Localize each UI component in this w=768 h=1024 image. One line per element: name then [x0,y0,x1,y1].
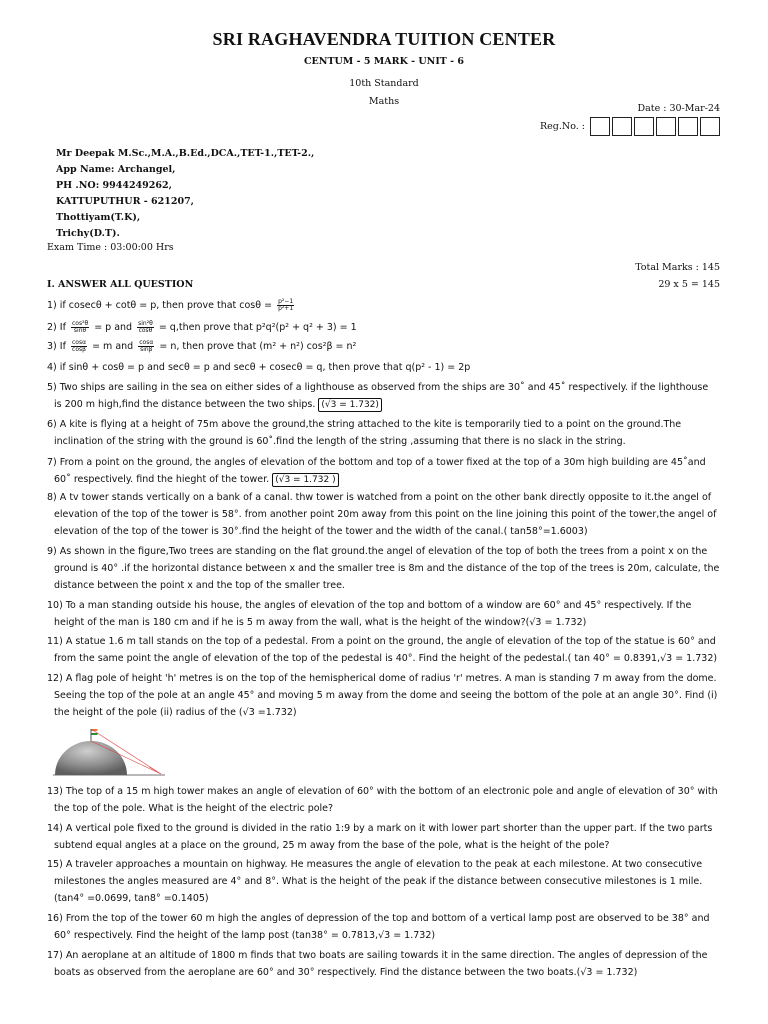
reg-box[interactable] [700,117,720,136]
question-5: 5) Two ships are sailing in the sea on either sides of a lighthouse as observed from the ships are 30˚ and 45˚ respectively. if the lighthouse is 200 m high,find the distance between the two ships. (√3 = 1.732) [47,382,709,410]
question-14: 14) A vertical pole fixed to the ground is divided in the ratio 1:9 by a mark on it with lower part shorter than the upper part. If the two parts subtend equal angles at a place on the ground, 25 m away from the base of the pole, what is the height of the pole? [47,823,713,851]
question-17: 17) An aeroplane at an altitude of 1800 m finds that two boats are sailing towards it in the same direction. The angles of depression of the boats as observed from the aeroplane are 60° and 30° respectively. Find the distance between the two boats.(√3 = 1.732) [47,950,708,978]
address-line: Mr Deepak M.Sc.,M.A.,B.Ed.,DCA.,TET-1.,TET-2., [56,148,315,159]
sqrt-value: (√3 = 1.732 ) [272,473,338,487]
exam-date: Date : 30-Mar-24 [637,103,720,114]
fraction: $\frac{\cos\alpha}{\sin\beta}$ [139,339,154,353]
standard-label: 10th Standard [349,78,419,89]
sqrt-value: (√3 = 1.732) [318,398,382,412]
exam-subtitle: CENTUM - 5 MARK - UNIT - 6 [303,56,465,67]
address-line: Thottiyam(T.K), [56,212,141,223]
question-11: 11) A statue 1.6 m tall stands on the top of a pedestal. From a point on the ground, the angle of elevation of the top of the statue is 60° and from the same point the angle of elevation of the top of the pedestal is 40°. Find the height of the pedestal.( tan 40° = 0.8391,√3 = 1.732) [47,636,718,664]
subject-label: Maths [368,96,400,107]
question-8: 8) A tv tower stands vertically on a bank of a canal. thw tower is watched from a point on the other bank directly opposite to it.the angel of elevation of the top of the tower is 58°. from another point 20m away from this point on the line joining this point of the tower,the angel of elevation of the top of the tower is 30°.find the height of the tower and the width of the canal.( tan58°=1.6003) [47,492,717,537]
question-9: 9) As shown in the figure,Two trees are standing on the flat ground.the angel of elevation of the top of both the trees from a point x on the ground is 40° .if the horizontal distance between x and the smaller tree is 8m and the distance of the top of the trees is 20m, calculate, the distance between the point x and the top of the smaller tree. [47,546,720,591]
reg-box[interactable] [612,117,632,136]
question-12: 12) A flag pole of height 'h' metres is on the top of the hemispherical dome of radius 'r' metres. A man is standing 7 m away from the dome. Seeing the top of the pole at an angle 45° and moving 5 m away from the dome and seeing the bottom of the pole at an angle 30°. Find (i) the height of the pole (ii) radius of the (√3 =1.732) [47,673,718,718]
reg-box[interactable] [656,117,676,136]
address-line: Trichy(D.T). [56,228,120,239]
exam-time: Exam Time : 03:00:00 Hrs [47,242,174,253]
question-7: 7) From a point on the ground, the angles of elevation of the bottom and top of a tower fixed at the top of a 30m high building are 45˚and 60˚ respectively. find the hieght of the tower. (√3 = 1.732 ) [47,457,706,485]
question-4: 4) if sinθ + cosθ = p and secθ = p and secθ + cosecθ = q, then prove that q(p² - 1) = 2p [47,362,471,373]
section-title: I. ANSWER ALL QUESTION [47,279,194,290]
page-title: SRI RAGHAVENDRA TUITION CENTER [212,29,556,49]
question-3: 3) If $\frac{\cos\alpha}{\cos\beta}$ = m and $\frac{\cos\alpha}{\sin\beta}$ = n, then prove that (m² + n²) cos²β = n² [47,339,357,353]
fraction: $\frac{\text{cos²θ}}{\sin\theta}$ [71,320,89,334]
fraction: $\frac{\cos\alpha}{\cos\beta}$ [71,339,87,353]
address-line: PH .NO: 9944249262, [56,180,172,191]
question-1: 1) if cosecθ + cotθ = p, then prove that cosθ = $\frac{\text{p²−1}}{\text{p²+1}}$ [47,298,294,312]
reg-number-field [540,117,720,136]
reg-number-boxes [588,117,720,136]
reg-number-label: Reg.No. : [540,121,585,132]
fraction: $\frac{\text{sin²θ}}{\cos\theta}$ [138,320,153,334]
question-15: 15) A traveler approaches a mountain on highway. He measures the angle of elevation to the peak at each milestone. At two consecutive milestones the angles measured are 4° and 8°. What is the height of the peak if the distance between consecutive milestones is 1 mile. (tan4° =0.0699, tan8° =0.1405) [47,859,703,904]
fraction: $\frac{\text{p²−1}}{\text{p²+1}}$ [278,298,294,312]
question-2: 2) If $\frac{\text{cos²θ}}{\sin\theta}$ = p and $\frac{\text{sin²θ}}{\cos\theta}$ = q,then prove that p²q²(p² + q² + 3) = 1 [47,320,357,334]
reg-box[interactable] [634,117,654,136]
dome-flag-figure [53,727,165,777]
marks-calculation: 29 x 5 = 145 [658,279,720,290]
question-6: 6) A kite is flying at a height of 75m above the ground,the string attached to the kite is temporarily tied to a point on the ground.The inclination of the string with the ground is 60˚.find the length of the string ,assuming that there is no slack in the string. [47,419,682,447]
reg-box[interactable] [678,117,698,136]
question-13: 13) The top of a 15 m high tower makes an angle of elevation of 60° with the bottom of an electronic pole and angle of elevation of 30° with the top of the pole. What is the height of the electric pole? [47,786,718,814]
teacher-address-block [56,146,314,242]
question-10: 10) To a man standing outside his house, the angles of elevation of the top and bottom of a window are 60° and 45° respectively. If the height of the man is 180 cm and if he is 5 m away from the wall, what is the height of the window?(√3 = 1.732) [47,600,692,628]
address-line: App Name: Archangel, [56,164,176,175]
question-16: 16) From the top of the tower 60 m high the angles of depression of the top and bottom of a vertical lamp post are observed to be 38° and 60° respectively. Find the height of the lamp post (tan38° = 0.7813,√3 = 1.732) [47,913,710,941]
address-line: KATTUPUTHUR - 621207, [56,196,194,207]
reg-box[interactable] [590,117,610,136]
total-marks: Total Marks : 145 [635,262,720,273]
